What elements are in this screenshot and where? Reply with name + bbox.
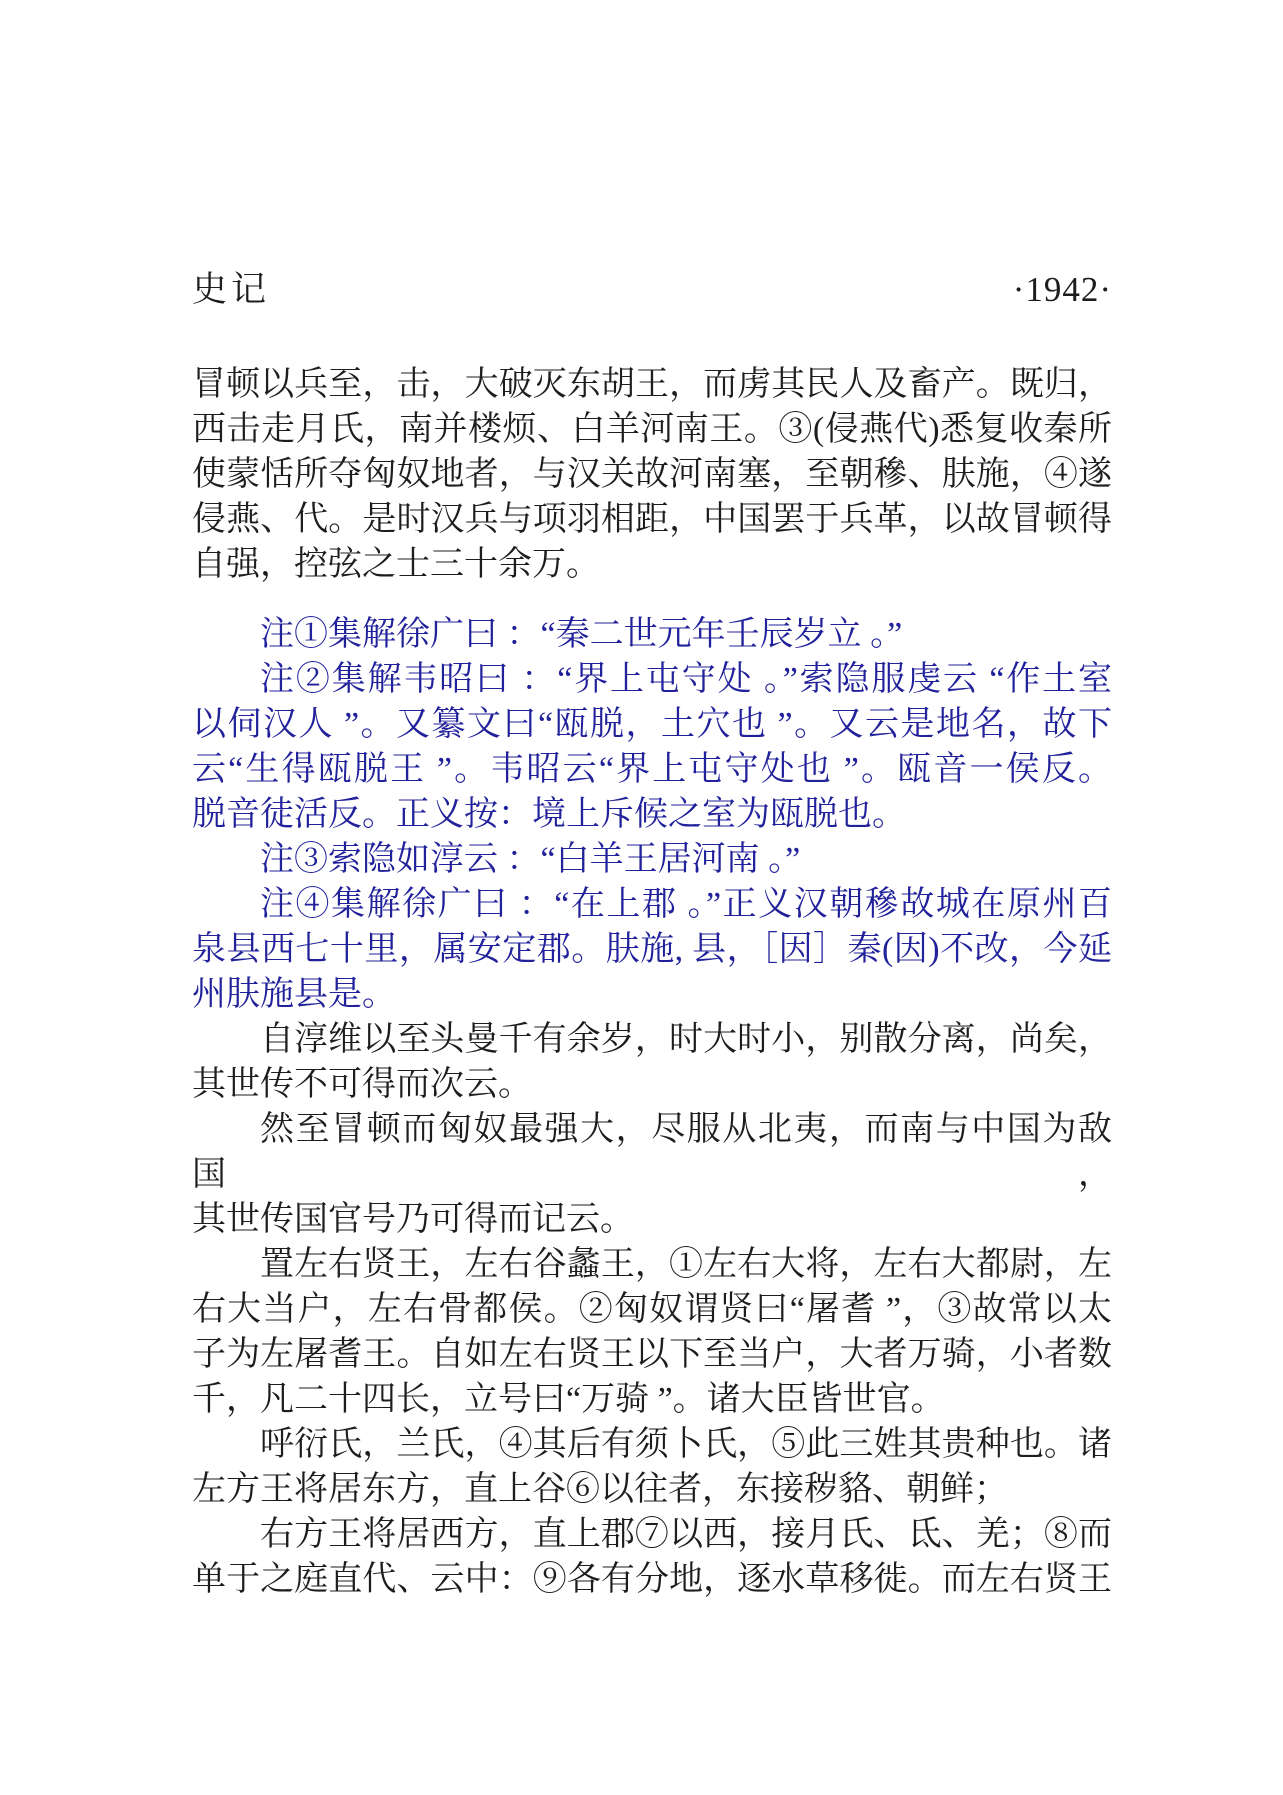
body-text-line: 使蒙恬所夺匈奴地者，与汉关故河南塞，至朝穇、肤施，④遂 <box>192 456 1112 493</box>
page-header <box>192 262 1112 312</box>
body-text-line: 自淳维以至头曼千有余岁，时大时小，别散分离，尚矣， <box>260 1021 1112 1058</box>
body-text-line: 右方王将居西方，直上郡⑦以西，接月氏、氐、羌；⑧而 <box>260 1516 1112 1553</box>
page-text <box>192 362 1112 1602</box>
annotation-text-line: 注①集解徐广曰 ：“秦二世元年壬辰岁立 。” <box>260 616 903 653</box>
book-title: 史记 <box>192 270 271 309</box>
annotation-text-line: 注④集解徐广曰 ：“在上郡 。”正义汉朝穇故城在原州百 <box>260 886 1112 923</box>
annotation-text-line: 云“生得瓯脱王 ”。韦昭云“界上屯守处也 ”。瓯音一侯反。 <box>192 751 1112 788</box>
body-text-line: 单于之庭直代、云中：⑨各有分地，逐水草移徙。而左右贤王 <box>192 1561 1112 1598</box>
body-text-line: 千，凡二十四长，立号曰“万骑 ”。诸大臣皆世官。 <box>192 1381 945 1418</box>
body-text-line: 置左右贤王，左右谷蠡王，①左右大将，左右大都尉，左 <box>260 1246 1112 1283</box>
body-text-line: 呼衍氏，兰氏，④其后有须卜氏，⑤此三姓其贵种也。诸 <box>260 1426 1112 1463</box>
body-text-line: 侵燕、代。是时汉兵与项羽相距，中国罢于兵革，以故冒顿得 <box>192 501 1112 538</box>
body-text-line: 其世传国官号乃可得而记云。 <box>192 1201 634 1238</box>
body-text-line: 左方王将居东方，直上谷⑥以往者，东接秽貉、朝鲜； <box>192 1471 1008 1508</box>
section-gap <box>192 587 1112 612</box>
annotation-text-line: 以伺汉人 ”。又纂文曰“瓯脱，土穴也 ”。又云是地名，故下 <box>192 706 1112 743</box>
annotation-text-line: 泉县西七十里，属安定郡。肤施, 县，［因］秦(因)不改，今延 <box>192 931 1112 968</box>
body-text-line: 然至冒顿而匈奴最强大，尽服从北夷，而南与中国为敌国， <box>192 1111 1112 1193</box>
body-text-line: 右大当户，左右骨都侯。②匈奴谓贤曰“屠耆 ”，③故常以太 <box>192 1291 1112 1328</box>
body-text-line: 子为左屠耆王。自如左右贤王以下至当户，大者万骑，小者数 <box>192 1336 1112 1373</box>
body-text-line: 自强，控弦之士三十余万。 <box>192 546 600 583</box>
body-text-line: 其世传不可得而次云。 <box>192 1066 532 1103</box>
annotation-text-line: 脱音徒活反。正义按：境上斥候之室为瓯脱也。 <box>192 796 906 833</box>
page-number: ·1942· <box>1012 270 1112 309</box>
body-text-line: 西击走月氏，南并楼烦、白羊河南王。③(侵燕代)悉复收秦所 <box>192 411 1112 448</box>
annotation-text-line: 注③索隐如淳云 ：“白羊王居河南 。” <box>260 841 801 878</box>
body-text-line: 冒顿以兵至，击，大破灭东胡王，而虏其民人及畜产。既归， <box>192 366 1112 403</box>
annotation-text-line: 注②集解韦昭曰 ：“界上屯守处 。”索隐服虔云 “作土室 <box>260 661 1112 698</box>
annotation-text-line: 州肤施县是。 <box>192 976 396 1013</box>
